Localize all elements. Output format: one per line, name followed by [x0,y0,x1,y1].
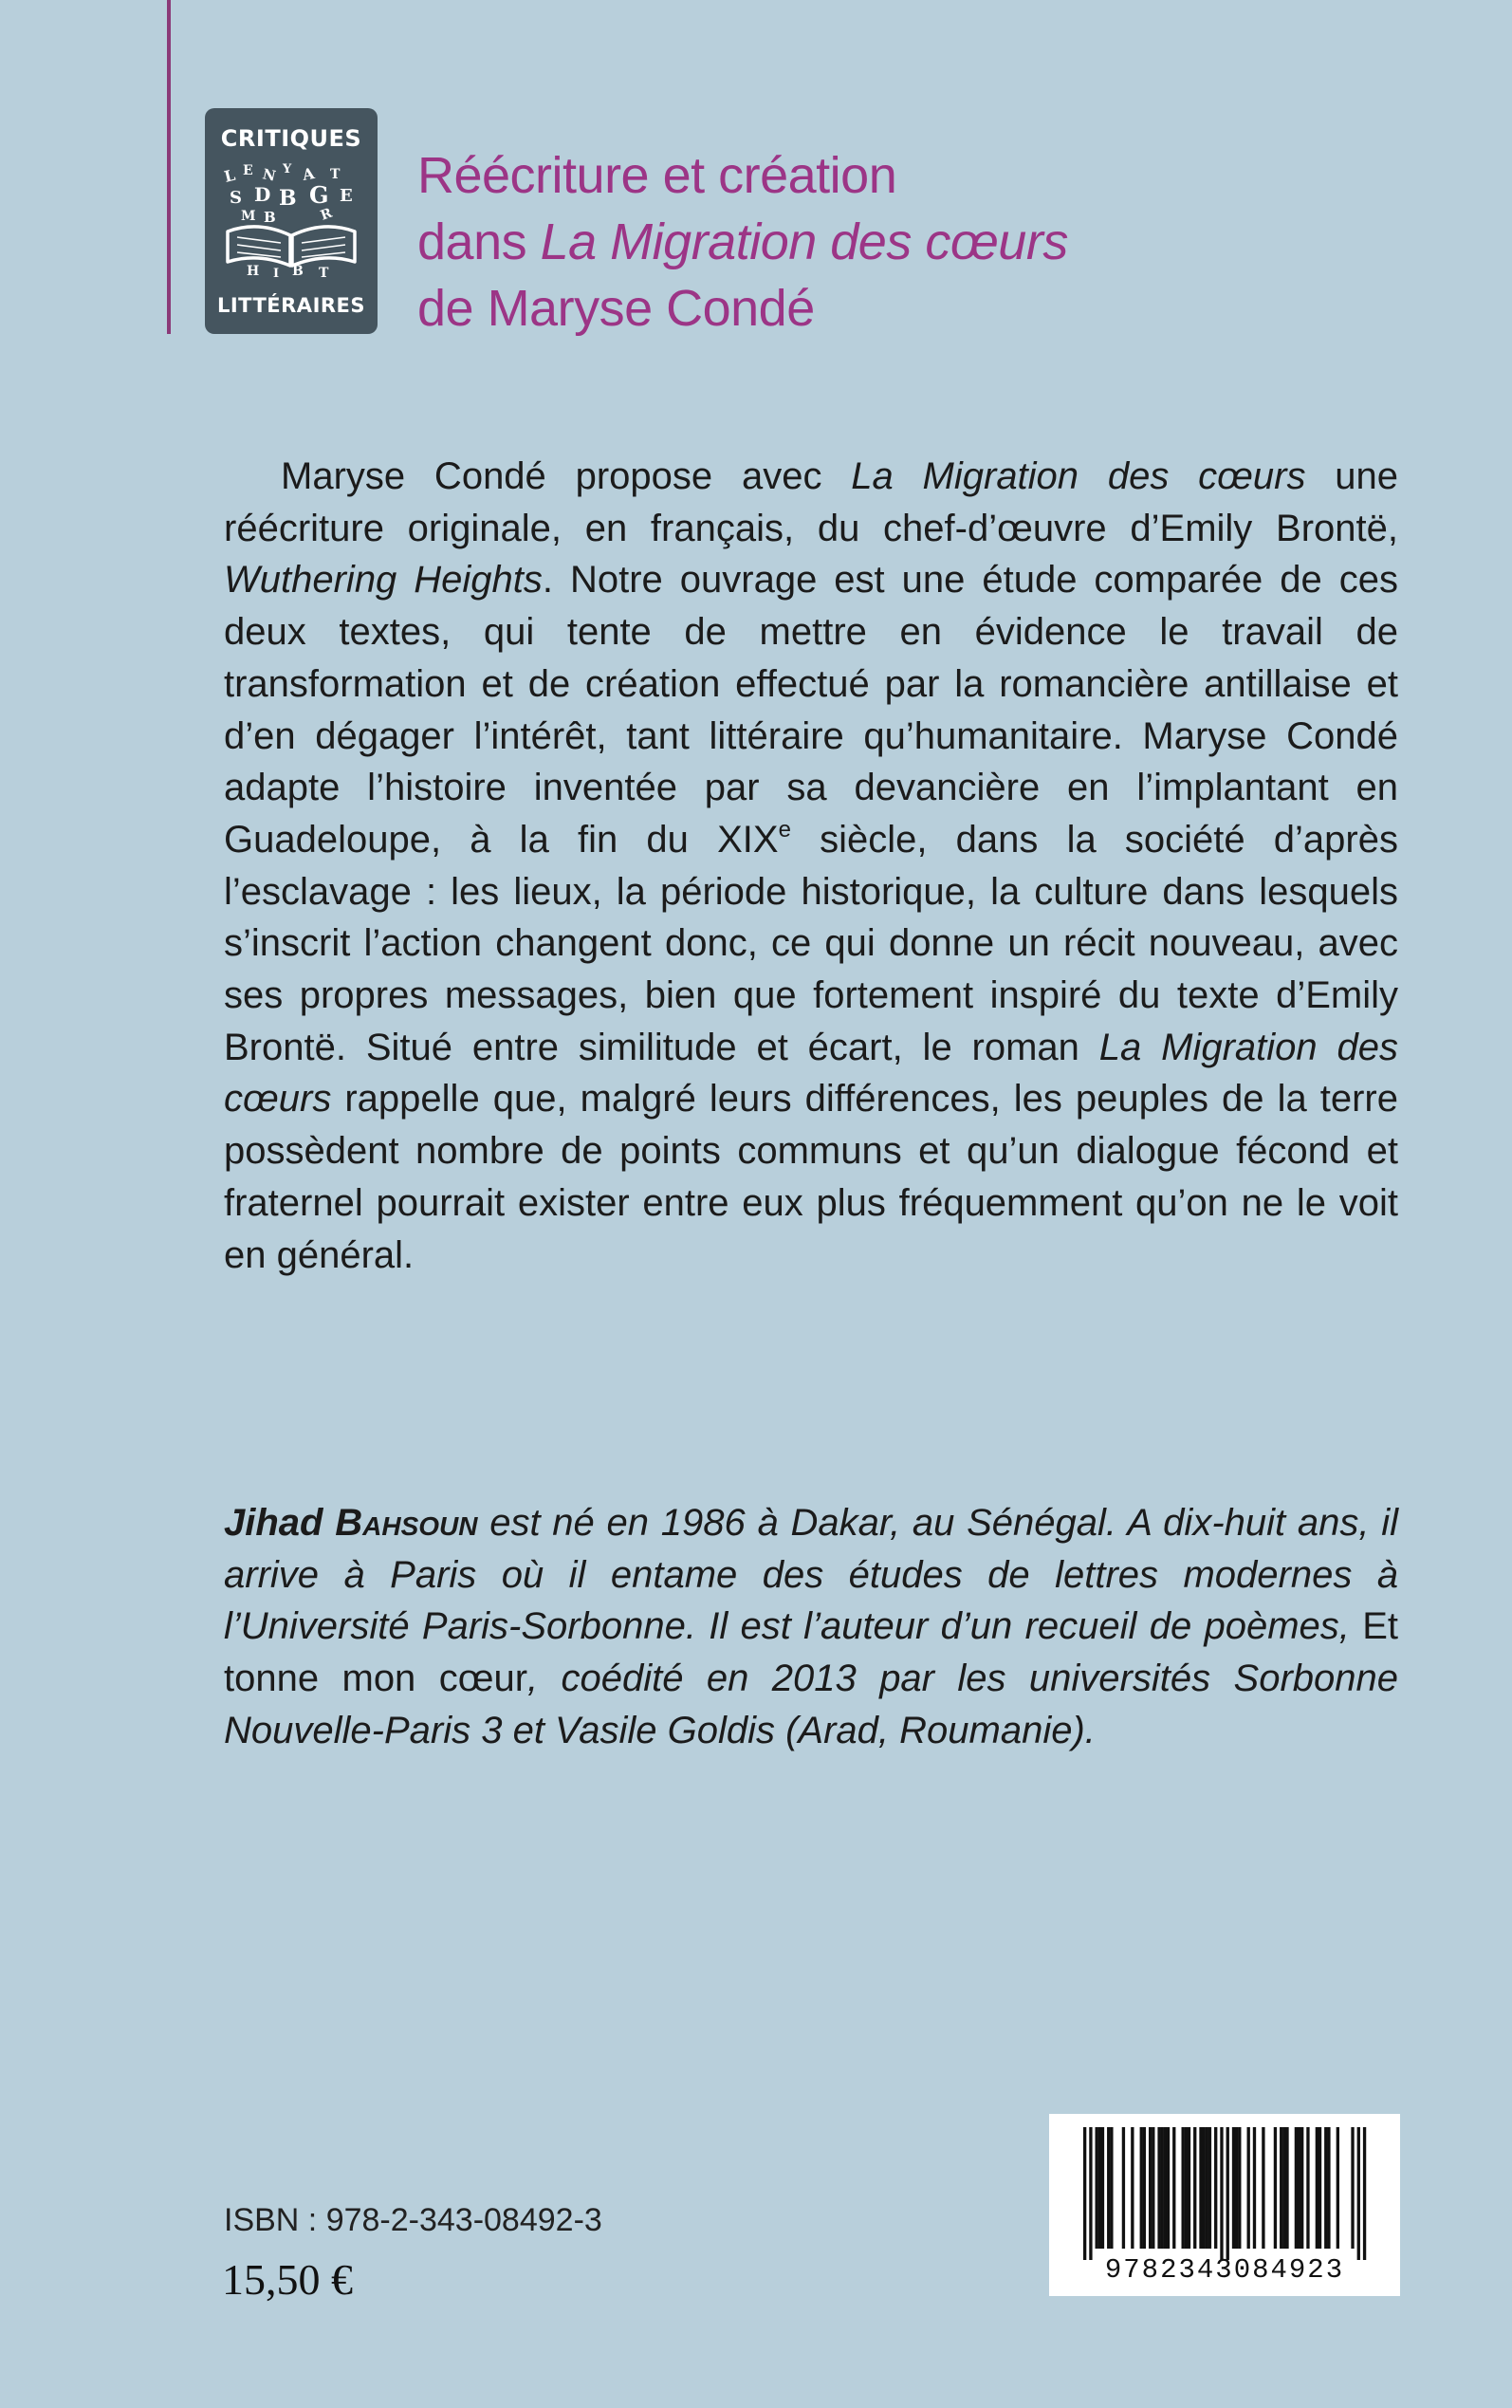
svg-text:T: T [330,167,341,182]
series-logo [205,108,378,334]
barcode-bar [1232,2127,1235,2249]
barcode-bar [1327,2127,1330,2249]
barcode-bar [1280,2127,1282,2249]
barcode-bar [1357,2127,1360,2260]
author-bio-part-1: est né en 1986 à Dakar, au Sénégal. A dix-huit ans, il arrive à Paris où il entame des études de lettres modernes à l’Université Paris-Sorbonne. Il est l’auteur d’un recueil de poèmes, [224,1502,1398,1648]
barcode-bars [1062,2127,1387,2260]
barcode-bar [1199,2127,1202,2249]
barcode-bar [1351,2127,1354,2249]
barcode-bar [1188,2127,1190,2249]
svg-text:B: B [264,209,276,226]
barcode-bar [1285,2127,1288,2249]
svg-text:E: E [340,186,353,206]
svg-text:B: B [292,264,304,279]
barcode-bar [1185,2127,1188,2249]
barcode-bar [1107,2127,1110,2249]
author-book-title: Et tonne mon cœur [224,1605,1398,1700]
svg-text:D: D [254,183,271,206]
barcode [1049,2114,1400,2296]
barcode-bar [1131,2127,1134,2249]
barcode-bar [1157,2127,1160,2249]
svg-text:E: E [243,163,253,178]
barcode-bar [1167,2127,1170,2249]
svg-text:M: M [241,209,256,224]
summary-superscript: e [778,816,791,843]
barcode-bar [1110,2127,1113,2249]
barcode-bar [1193,2127,1196,2249]
barcode-bar [1096,2127,1098,2249]
accent-vertical-bar [167,0,171,334]
svg-text:N: N [261,165,278,185]
barcode-bar [1318,2127,1321,2249]
author-bio [224,1497,1398,1757]
svg-text:I: I [273,267,280,281]
summary-italic-1: La Migration des cœurs [851,455,1306,497]
barcode-bar [1214,2127,1217,2249]
svg-text:L: L [222,165,237,186]
isbn-label: ISBN : 978-2-343-08492-3 [224,2202,602,2238]
barcode-bar [1182,2127,1185,2249]
barcode-bar [1247,2127,1250,2249]
barcode-bar [1161,2127,1164,2249]
barcode-bar [1083,2127,1086,2260]
barcode-bar [1253,2127,1256,2249]
svg-text:S: S [230,188,242,208]
open-book-icon [220,161,362,281]
svg-text:G: G [309,181,329,209]
series-logo-top-label: CRITIQUES [220,125,362,152]
book-title-line-1: Réécriture et création [417,147,897,204]
barcode-bar [1122,2127,1125,2249]
barcode-bar [1226,2127,1229,2260]
summary-part-4: siècle, dans la société d’après l’esclavage : les lieux, la période historique, la culture dans lesquels s’inscrit l’action changent donc, ce qui donne un récit nouveau, avec ses propres messages, bien que fortement inspiré du texte d’Emily Brontë. Situé entre similitude et écart, le roman [224,818,1398,1068]
author-last-name: Bahsoun [335,1502,478,1544]
barcode-bar [1140,2127,1143,2249]
barcode-bar [1282,2127,1285,2249]
series-logo-bottom-label: LITTÉRAIRES [216,294,366,317]
barcode-bar [1152,2127,1154,2249]
summary-part-2: une réécriture originale, en français, du chef-d’œuvre d’Emily Brontë, [224,455,1399,549]
svg-text:T: T [319,266,329,281]
book-title-line-2 [417,209,1271,275]
book-title-line-2-prefix: dans [417,213,541,270]
svg-text:A: A [301,164,316,184]
summary-part-5: rappelle que, malgré leurs différences, les peuples de la terre possèdent nombre de points communs et qu’un dialogue fécond et fraternel pourrait exister entre eux plus fréquemment qu’on ne le voit en général. [224,1078,1398,1276]
barcode-bar [1206,2127,1208,2249]
summary-part-3: . Notre ouvrage est une étude comparée de ces deux textes, qui tente de mettre en évidence le travail de transformation et de création effectué par la romancière antillaise et d’en dégager l’intérêt, tant littéraire qu’humanitaire. Maryse Condé adapte l’histoire inventée par sa devancière en l’implantant en Guadeloupe, à la fin du XIX [224,559,1398,861]
svg-text:R: R [318,205,335,224]
barcode-bar [1337,2127,1339,2249]
summary-italic-2: Wuthering Heights [224,559,543,602]
barcode-bar [1262,2127,1264,2249]
barcode-bar [1238,2127,1241,2249]
book-title-line-3: de Maryse Condé [417,280,815,337]
barcode-bar [1220,2127,1223,2260]
price-label: 15,50 € [222,2255,353,2304]
barcode-bar [1149,2127,1152,2249]
barcode-bar [1101,2127,1104,2249]
barcode-bar [1089,2127,1092,2260]
author-first-name: Jihad [224,1502,323,1544]
barcode-bar [1300,2127,1303,2249]
barcode-bar [1306,2127,1309,2249]
book-title-italic: La Migration des cœurs [540,213,1068,270]
barcode-bar [1172,2127,1175,2249]
summary-italic-3: La Migration des cœurs [224,1026,1398,1121]
summary-part-1: Maryse Condé propose avec [281,455,852,497]
barcode-bar [1298,2127,1300,2249]
summary-paragraph [224,451,1398,1281]
author-bio-part-2: , coédité en 2013 par les universités Sorbonne Nouvelle-Paris 3 et Vasile Goldis (Arad, Roumanie). [224,1658,1398,1751]
barcode-bar [1324,2127,1327,2249]
book-title [417,142,1271,342]
svg-text:Y: Y [283,162,292,176]
barcode-bar [1363,2127,1366,2260]
barcode-bar [1202,2127,1205,2249]
barcode-bar [1208,2127,1211,2249]
svg-text:H: H [247,264,260,279]
barcode-bar [1295,2127,1298,2249]
barcode-digits: 9782343084923 [1104,2254,1345,2286]
barcode-bar [1316,2127,1318,2249]
barcode-bar [1098,2127,1101,2249]
barcode-bar [1235,2127,1238,2249]
barcode-bar [1143,2127,1146,2249]
barcode-bar [1164,2127,1167,2249]
svg-text:B: B [279,186,297,211]
barcode-bar [1274,2127,1277,2249]
